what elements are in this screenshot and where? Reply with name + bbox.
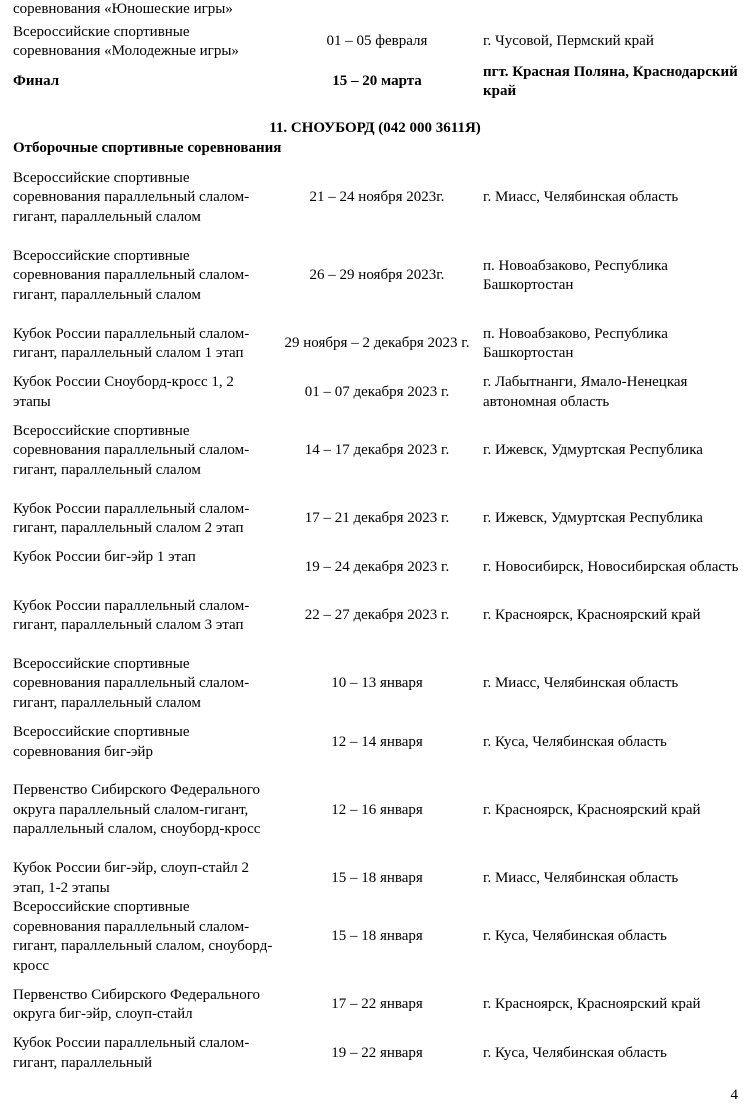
table-row bbox=[13, 1034, 741, 1073]
event-place: г. Миасс, Челябинская область bbox=[483, 675, 679, 692]
event-place: г. Новосибирск, Новосибирская область bbox=[483, 558, 739, 575]
event-place: г. Лабытнанги, Ямало-Ненецкая автономная область bbox=[483, 374, 688, 410]
event-name: Всероссийские спортивные соревнования биг-эйр bbox=[13, 724, 190, 760]
table-row bbox=[13, 587, 741, 645]
event-date: 01 – 07 декабря 2023 г. bbox=[304, 383, 450, 400]
event-name: Всероссийские спортивные соревнования параллельный слалом-гигант, параллельный слалом bbox=[13, 247, 250, 303]
table-row bbox=[13, 62, 741, 102]
table-row bbox=[13, 315, 741, 373]
event-date: 17 – 22 января bbox=[331, 996, 423, 1013]
table-row bbox=[13, 645, 741, 723]
table-row bbox=[13, 762, 741, 859]
event-place bbox=[479, 0, 741, 22]
event-place: г. Красноярск, Красноярский край bbox=[483, 996, 701, 1013]
event-date: 14 – 17 декабря 2023 г. bbox=[304, 442, 450, 459]
event-name: соревнования «Юношеские игры» bbox=[13, 1, 233, 17]
event-date: 22 – 27 декабря 2023 г. bbox=[304, 607, 450, 624]
event-name: Всероссийские спортивные соревнования параллельный слалом-гигант, параллельный слалом bbox=[13, 422, 250, 478]
event-date: 12 – 16 января bbox=[331, 801, 423, 818]
event-name: Всероссийские спортивные соревнования «Молодежные игры» bbox=[13, 23, 239, 59]
event-place: г. Красноярск, Красноярский край bbox=[483, 607, 701, 624]
event-place: г. Миасс, Челябинская область bbox=[483, 869, 679, 886]
event-date: 17 – 21 декабря 2023 г. bbox=[304, 510, 450, 527]
table-row bbox=[13, 548, 741, 587]
event-date: 19 – 22 января bbox=[331, 1044, 423, 1061]
event-date: 21 – 24 ноября 2023г. bbox=[309, 189, 445, 206]
event-date: 26 – 29 ноября 2023г. bbox=[309, 267, 445, 284]
event-date: 15 – 20 марта bbox=[332, 73, 422, 90]
event-name: Первенство Сибирского Федерального округа биг-эйр, слоуп-стайл bbox=[13, 986, 261, 1022]
event-place: г. Ижевск, Удмуртская Республика bbox=[483, 510, 703, 527]
table-row bbox=[13, 859, 741, 898]
event-place: п. Новоабзаково, Республика Башкортостан bbox=[483, 257, 668, 293]
event-place: г. Ижевск, Удмуртская Республика bbox=[483, 442, 703, 459]
event-name: Всероссийские спортивные соревнования параллельный слалом-гигант, параллельный слалом bbox=[13, 169, 250, 225]
event-place: г. Куса, Челябинская область bbox=[483, 1044, 667, 1061]
event-name: Кубок России параллельный слалом-гигант, параллельный bbox=[13, 1035, 250, 1071]
event-date: 12 – 14 января bbox=[331, 733, 423, 750]
event-place: г. Чусовой, Пермский край bbox=[483, 33, 654, 50]
event-date: 10 – 13 января bbox=[331, 675, 423, 692]
table-row bbox=[13, 159, 741, 237]
table-row bbox=[13, 373, 741, 412]
section-title: 11. СНОУБОРД (042 000 3611Я) bbox=[269, 120, 481, 136]
event-name: Кубок России параллельный слалом-гигант, параллельный слалом 1 этап bbox=[13, 325, 250, 361]
event-date: 19 – 24 декабря 2023 г. bbox=[304, 558, 450, 575]
table-row bbox=[13, 490, 741, 548]
table-row bbox=[13, 237, 741, 315]
table-row bbox=[13, 412, 741, 490]
event-date: 15 – 18 января bbox=[331, 928, 423, 945]
event-name: Всероссийские спортивные соревнования параллельный слалом-гигант, параллельный слалом, сноуборд-кросс bbox=[13, 899, 273, 974]
event-name: Кубок России биг-эйр 1 этап bbox=[13, 549, 196, 565]
event-place: пгт. Красная Поляна, Краснодарский край bbox=[483, 63, 738, 99]
schedule-table-continued bbox=[13, 0, 741, 102]
event-name: Кубок России биг-эйр, слоуп-стайл 2 этап, 1-2 этапы bbox=[13, 860, 249, 896]
event-name: Первенство Сибирского Федерального округа параллельный слалом-гигант, параллельный слалом, сноуборд-кросс bbox=[13, 782, 261, 838]
event-date: 29 ноября – 2 декабря 2023 г. bbox=[284, 335, 470, 352]
event-name: Всероссийские спортивные соревнования параллельный слалом-гигант, параллельный слалом bbox=[13, 655, 250, 711]
event-date bbox=[275, 0, 479, 22]
event-place: г. Куса, Челябинская область bbox=[483, 928, 667, 945]
event-name: Кубок России параллельный слалом-гигант, параллельный слалом 2 этап bbox=[13, 500, 250, 536]
schedule-table bbox=[13, 159, 741, 1073]
table-row bbox=[13, 723, 741, 762]
event-place: г. Красноярск, Красноярский край bbox=[483, 801, 701, 818]
event-date: 15 – 18 января bbox=[331, 869, 423, 886]
table-row bbox=[13, 976, 741, 1034]
event-name: Кубок России Сноуборд-кросс 1, 2 этапы bbox=[13, 374, 234, 410]
table-row bbox=[13, 898, 741, 976]
table-row bbox=[13, 0, 741, 22]
event-name: Финал bbox=[13, 73, 60, 90]
section-subtitle: Отборочные спортивные соревнования bbox=[13, 140, 282, 156]
event-date: 01 – 05 февраля bbox=[326, 33, 428, 50]
table-row bbox=[13, 22, 741, 62]
event-name: Кубок России параллельный слалом-гигант, параллельный слалом 3 этап bbox=[13, 597, 250, 633]
event-place: п. Новоабзаково, Республика Башкортостан bbox=[483, 325, 668, 361]
event-place: г. Куса, Челябинская область bbox=[483, 733, 667, 750]
page-number: 4 bbox=[730, 1087, 738, 1103]
event-place: г. Миасс, Челябинская область bbox=[483, 189, 679, 206]
